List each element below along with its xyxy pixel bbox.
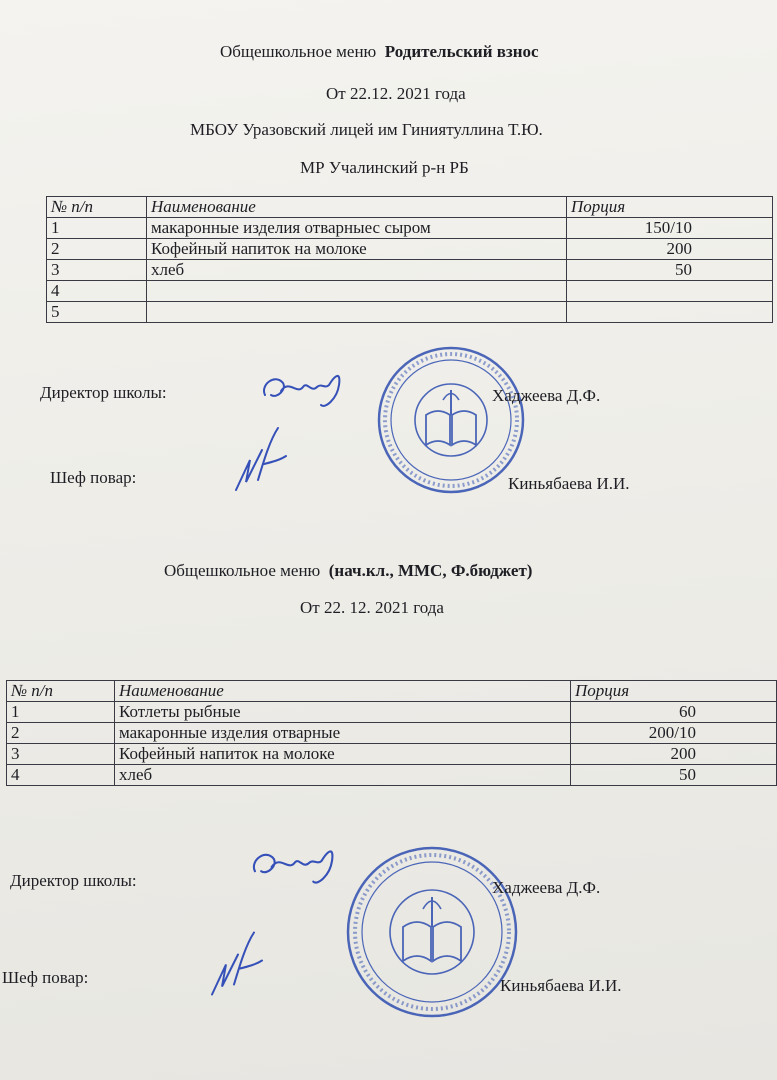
- menu-table-1: [46, 196, 773, 323]
- chef-signature: [228, 420, 298, 500]
- menu-date-2: От 22. 12. 2021 года: [300, 598, 444, 617]
- chef-name-1: Киньябаева И.И.: [508, 474, 630, 493]
- cell-portion: 60: [571, 702, 777, 723]
- cell-portion: 200: [567, 239, 773, 260]
- menu-title-1: [220, 42, 539, 62]
- director-name-1: Хаджеева Д.Ф.: [492, 386, 601, 405]
- chef-label-2: Шеф повар:: [2, 968, 89, 987]
- official-stamp: [345, 845, 520, 1020]
- cell-name: хлеб: [115, 765, 571, 786]
- header-portion: Порция: [567, 197, 773, 218]
- table-row: [47, 281, 773, 302]
- cell-portion: 150/10: [567, 218, 773, 239]
- menu-table-2: [6, 680, 777, 786]
- table-header-row: [7, 681, 777, 702]
- cell-portion: [567, 302, 773, 323]
- menu-title-1-prefix: Общешкольное меню: [220, 42, 377, 61]
- header-portion: Порция: [571, 681, 777, 702]
- cell-name: [147, 302, 567, 323]
- cell-portion: 200/10: [571, 723, 777, 744]
- table-header-row: [47, 197, 773, 218]
- cell-number: 1: [47, 218, 147, 239]
- menu-title-1-bold: Родительский взнос: [384, 42, 539, 61]
- cell-portion: [567, 281, 773, 302]
- director-label-2: Директор школы:: [10, 871, 137, 890]
- cell-name: Кофейный напиток на молоке: [147, 239, 567, 260]
- cell-number: 2: [47, 239, 147, 260]
- table-row: [7, 723, 777, 744]
- cell-name: [147, 281, 567, 302]
- cell-name: макаронные изделия отварные: [115, 723, 571, 744]
- cell-number: 3: [47, 260, 147, 281]
- cell-number: 4: [47, 281, 147, 302]
- cell-name: Кофейный напиток на молоке: [115, 744, 571, 765]
- cell-number: 4: [7, 765, 115, 786]
- table-row: [7, 702, 777, 723]
- menu-date-1: От 22.12. 2021 года: [326, 84, 466, 103]
- cell-number: 2: [7, 723, 115, 744]
- header-number: № п/п: [7, 681, 115, 702]
- cell-number: 5: [47, 302, 147, 323]
- table-row: [7, 765, 777, 786]
- menu-title-2-bold: (нач.кл., ММС, Ф.бюджет): [328, 561, 533, 580]
- menu-title-2: [164, 561, 532, 581]
- cell-portion: 200: [571, 744, 777, 765]
- cell-number: 3: [7, 744, 115, 765]
- header-number: № п/п: [47, 197, 147, 218]
- school-name: МБОУ Уразовский лицей им Гиниятуллина Т.Ю.: [190, 120, 543, 139]
- chef-name-2: Киньябаева И.И.: [500, 976, 622, 995]
- table-row: [7, 744, 777, 765]
- official-stamp: [376, 345, 526, 495]
- table-row: [47, 239, 773, 260]
- header-name: Наименование: [147, 197, 567, 218]
- cell-portion: 50: [571, 765, 777, 786]
- director-signature: [244, 840, 344, 890]
- cell-name: Котлеты рыбные: [115, 702, 571, 723]
- header-name: Наименование: [115, 681, 571, 702]
- director-signature: [255, 365, 350, 413]
- director-name-2: Хаджеева Д.Ф.: [492, 878, 601, 897]
- menu-title-2-prefix: Общешкольное меню: [164, 561, 321, 580]
- district-name: МР Учалинский р-н РБ: [300, 158, 469, 177]
- cell-name: хлеб: [147, 260, 567, 281]
- director-label-1: Директор школы:: [40, 383, 167, 402]
- cell-number: 1: [7, 702, 115, 723]
- cell-name: макаронные изделия отварныес сыром: [147, 218, 567, 239]
- chef-label-1: Шеф повар:: [50, 468, 137, 487]
- table-row: [47, 302, 773, 323]
- table-row: [47, 218, 773, 239]
- table-row: [47, 260, 773, 281]
- cell-portion: 50: [567, 260, 773, 281]
- chef-signature: [204, 922, 274, 1007]
